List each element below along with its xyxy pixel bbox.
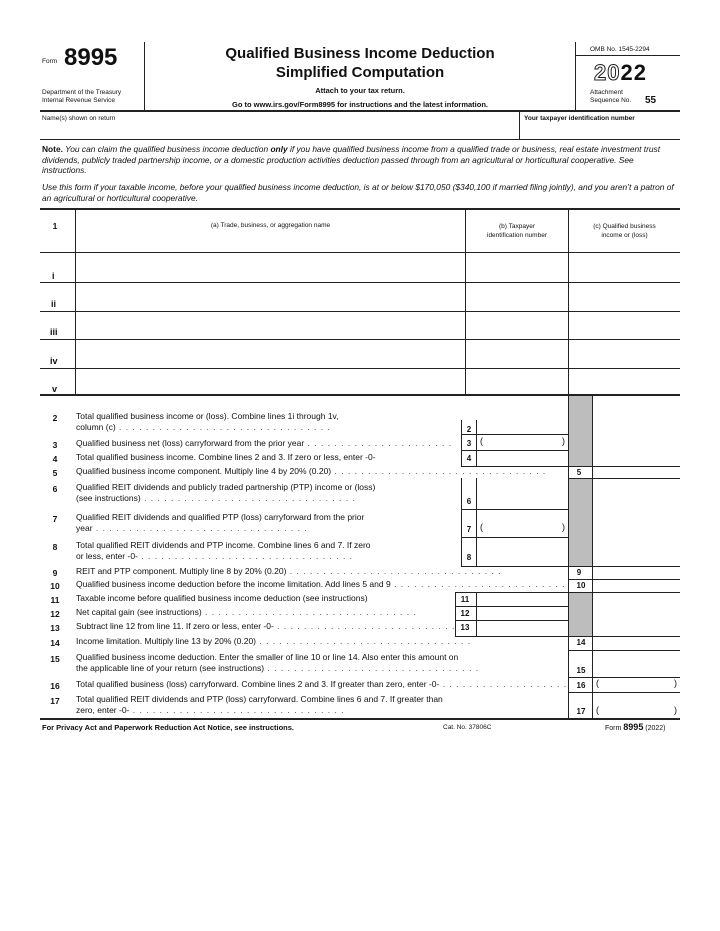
line-7-label: Qualified REIT dividends and qualified PTP (loss) carryforward from the prior year . . .: [76, 512, 456, 534]
row-iv-income[interactable]: [569, 340, 679, 367]
paren-close: ): [562, 522, 565, 532]
line-9-label: REIT and PTP component. Multiply line 8 by 20% (0.20) . . .: [76, 566, 566, 577]
box-number: 14: [576, 638, 586, 647]
box-number: 7: [466, 525, 472, 534]
box-number: 17: [576, 707, 586, 716]
row-iv-tin[interactable]: [466, 340, 567, 367]
tin-label: Your taxpayer identification number: [524, 115, 635, 122]
box-number: 13: [460, 623, 470, 632]
row-ii-income[interactable]: [569, 283, 679, 310]
line-5-label: Qualified business income component. Multiply line 4 by 20% (0.20) . . .: [76, 466, 566, 477]
row-iii-name[interactable]: [76, 312, 464, 339]
box-number: 15: [576, 666, 586, 675]
paren-open: (: [596, 678, 599, 688]
box-number: 6: [466, 497, 472, 506]
row-v-tin[interactable]: [466, 369, 567, 394]
row-v-income[interactable]: [569, 369, 679, 394]
line-16-label: Total qualified business (loss) carryforward. Combine lines 2 and 3. If greater than zero, enter -0- . . .: [76, 679, 566, 690]
row-label: ii: [51, 299, 57, 309]
row-i-name[interactable]: [76, 253, 464, 281]
line-6-input[interactable]: [477, 490, 567, 508]
line-10-label: Qualified business income deduction before the income limitation. Add lines 5 and 9 . . .: [76, 579, 566, 590]
box-number: 11: [460, 595, 470, 604]
line-3-input[interactable]: [485, 436, 561, 448]
line-8-input[interactable]: [477, 550, 567, 564]
line-16-input[interactable]: [601, 679, 673, 690]
line-number: 9: [52, 568, 58, 578]
instructions-link[interactable]: Go to www.irs.gov/Form8995 for instructions and the latest information.: [231, 100, 488, 109]
box-number: 8: [466, 553, 472, 562]
line-number: 5: [52, 468, 58, 478]
sequence-label: Sequence No.: [590, 97, 632, 104]
form-label: Form: [42, 58, 58, 65]
shaded-area: [568, 396, 592, 466]
row-label: iii: [50, 327, 58, 337]
line-number: 10: [50, 581, 60, 591]
shaded-area: [568, 592, 592, 636]
omb-number: OMB No. 1545-2294: [590, 46, 650, 53]
row-i-tin[interactable]: [466, 253, 567, 281]
line-number: 13: [50, 623, 60, 633]
form-title: Qualified Business Income Deduction Simplified Computation: [225, 45, 495, 81]
paren-close: ): [562, 436, 565, 446]
note-text: Note. You can claim the qualified business income deduction only if you have qualified business income from a qualified trade or business, real estate investment trust dividends, publicly traded partnership income, or a domestic production activities deduction passed through from an agricultural or horticultural cooperative. See instructions.: [42, 144, 661, 175]
box-number: 2: [466, 425, 472, 434]
box-number: 4: [466, 454, 472, 463]
box-number: 3: [466, 439, 472, 448]
line-14-input[interactable]: [593, 637, 679, 648]
line-number: 15: [50, 654, 60, 664]
column-c-header: (c) Qualified business income or (loss): [593, 223, 656, 239]
line-number: 6: [52, 484, 58, 494]
line-6-label: Qualified REIT dividends and publicly traded partnership (PTP) income or (loss) (see instructions) . . .: [76, 482, 456, 504]
line-9-input[interactable]: [593, 567, 679, 578]
line-2-input[interactable]: [477, 421, 567, 433]
line-4-label: Total qualified business income. Combine lines 2 and 3. If zero or less, enter -0-: [76, 452, 376, 462]
line-14-label: Income limitation. Multiply line 13 by 20% (0.20) . . .: [76, 636, 566, 647]
line-12-label: Net capital gain (see instructions) . . .: [76, 607, 454, 618]
line-15-input[interactable]: [593, 660, 679, 676]
paren-open: (: [480, 436, 483, 446]
column-a-header: (a) Trade, business, or aggregation name: [210, 222, 331, 229]
line-number: 17: [50, 696, 60, 706]
row-i-income[interactable]: [569, 253, 679, 281]
row-label: iv: [50, 356, 58, 366]
line-3-label: Qualified business net (loss) carryforward from the prior year . . .: [76, 438, 456, 449]
line-11-input[interactable]: [477, 593, 567, 605]
line-15-label: Qualified business income deduction. Enter the smaller of line 10 or line 14. Also enter this amount on the applicable line of your return (see instructions) . . .: [76, 652, 566, 674]
form-number: 8995: [64, 44, 118, 71]
paren-close: ): [674, 678, 677, 688]
column-b-header: (b) Taxpayer identification number: [487, 223, 547, 239]
line-number: 8: [52, 542, 58, 552]
irs-line: Internal Revenue Service: [42, 97, 115, 104]
attachment-label: Attachment: [590, 89, 623, 96]
attach-instruction: Attach to your tax return.: [315, 86, 405, 95]
privacy-notice: For Privacy Act and Paperwork Reduction Act Notice, see instructions.: [42, 723, 295, 732]
line-13-label: Subtract line 12 from line 11. If zero or less, enter -0- . . .: [76, 621, 454, 632]
line-number: 14: [50, 638, 60, 648]
line-number: 3: [52, 440, 58, 450]
paren-open: (: [596, 705, 599, 715]
line-8-label: Total qualified REIT dividends and PTP income. Combine lines 6 and 7. If zero or less, enter -0- . . .: [76, 540, 456, 562]
department-line: Department of the Treasury: [42, 89, 122, 96]
line-1-number: 1: [52, 221, 58, 231]
box-number: 9: [576, 568, 582, 577]
catalog-number: Cat. No. 37806C: [443, 724, 492, 731]
line-4-input[interactable]: [477, 451, 567, 465]
tax-year: 2022: [594, 60, 647, 85]
row-label: v: [52, 384, 58, 394]
shaded-area: [568, 478, 592, 566]
row-ii-tin[interactable]: [466, 283, 567, 310]
note-threshold-text: Use this form if your taxable income, before your qualified business income deduction, is at or below $170,050 ($340,100 if married filing jointly), and you aren’t a patron of an agricultural or horticultural cooperative.: [42, 182, 674, 203]
line-11-label: Taxable income before qualified business income deduction (see instructions): [76, 593, 368, 603]
names-field[interactable]: [40, 112, 518, 138]
line-12-input[interactable]: [477, 607, 567, 619]
line-number: 16: [50, 681, 60, 691]
row-iv-name[interactable]: [76, 340, 464, 367]
line-5-input[interactable]: [593, 467, 679, 478]
row-label: i: [52, 271, 55, 281]
line-number: 4: [52, 454, 58, 464]
footer-form-id: Form 8995 (2022): [605, 722, 666, 732]
line-2-label: Total qualified business income or (loss). Combine lines 1i through 1v, column (c) . . .: [76, 411, 456, 433]
line-number: 11: [50, 595, 60, 605]
box-number: 5: [576, 468, 582, 477]
sequence-number: 55: [645, 95, 657, 106]
paren-close: ): [674, 705, 677, 715]
line-7-input[interactable]: [485, 522, 561, 534]
row-iii-tin[interactable]: [466, 312, 567, 339]
row-ii-name[interactable]: [76, 283, 464, 310]
paren-open: (: [480, 522, 483, 532]
names-label: Name(s) shown on return: [42, 115, 116, 122]
line-13-input[interactable]: [477, 621, 567, 634]
line-17-label: Total qualified REIT dividends and PTP (loss) carryforward. Combine lines 6 and 7. If greater than zero, enter -0- . . .: [76, 694, 566, 716]
line-17-input[interactable]: [601, 705, 673, 716]
line-number: 12: [50, 609, 60, 619]
line-number: 7: [52, 514, 58, 524]
box-number: 10: [576, 581, 586, 590]
line-10-input[interactable]: [593, 580, 679, 591]
box-number: 16: [576, 681, 586, 690]
line-number: 2: [52, 413, 58, 423]
box-number: 12: [460, 609, 470, 618]
row-v-name[interactable]: [76, 369, 464, 394]
tin-field[interactable]: [520, 112, 680, 138]
row-iii-income[interactable]: [569, 312, 679, 339]
